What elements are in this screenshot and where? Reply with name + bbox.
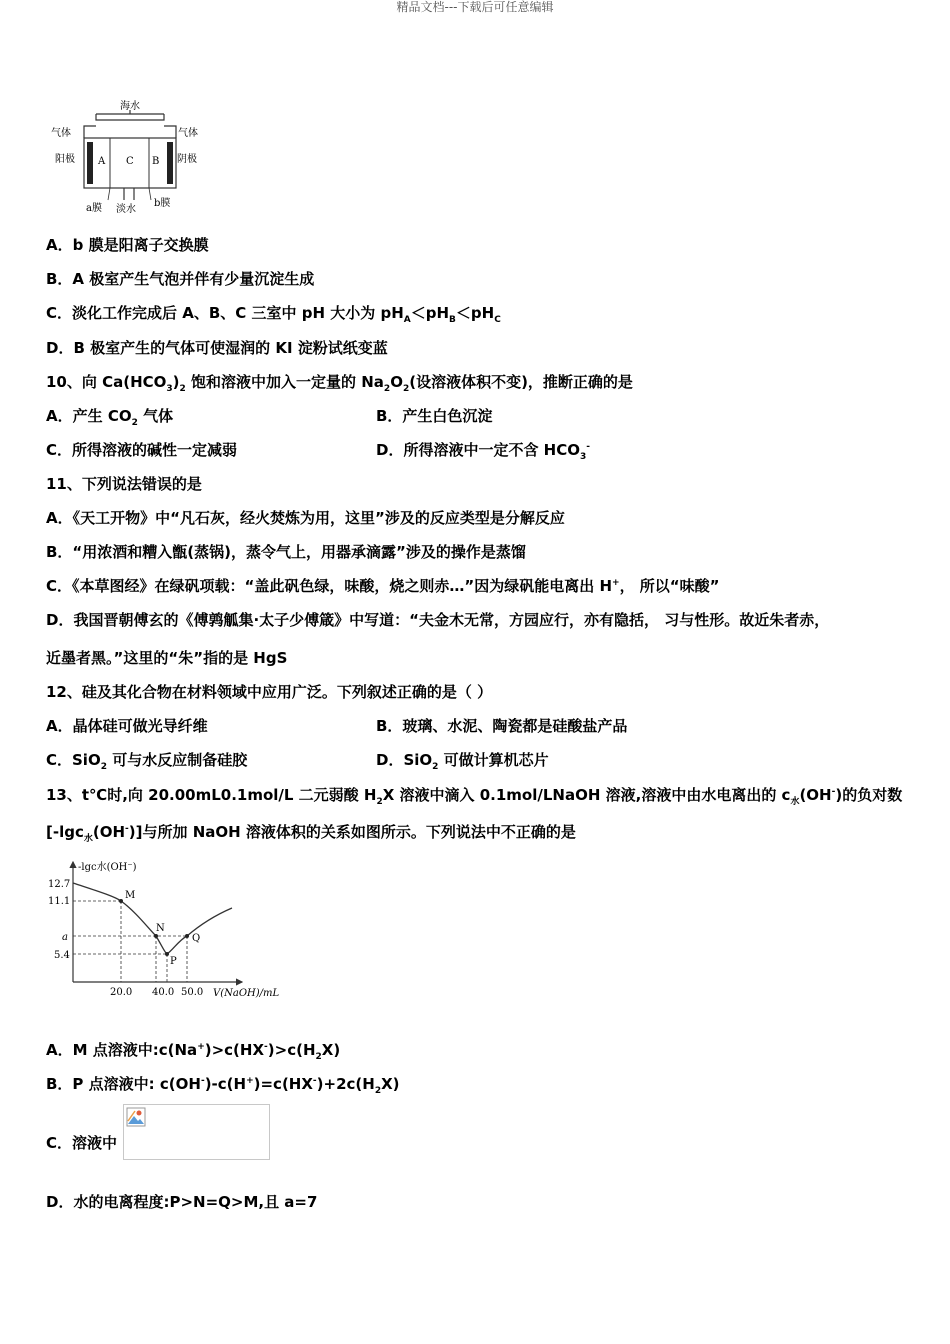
- fig2-ytick-5-4: 5.4: [54, 950, 70, 961]
- fig1-b-label: B: [152, 156, 160, 167]
- fig1-anode-label: 阳极: [55, 154, 75, 165]
- q11-option-c: C．《本草图经》在绿矾项载：“盖此矾色绿，味酸，烧之则赤…”因为绿矾能电离出 H+， 所以“味酸”: [46, 577, 720, 595]
- q13-option-d: D．水的电离程度:P>N=Q>M,且 a=7: [46, 1193, 318, 1211]
- q12-option-a: A．晶体硅可做光导纤维: [46, 717, 208, 735]
- titration-curve-diagram: [46, 858, 291, 1003]
- fig1-seawater-label: 海水: [120, 101, 140, 112]
- fig2-ylabel: -lgc水(OH⁻): [78, 862, 137, 873]
- fig1-c-label: C: [126, 156, 134, 167]
- q11-stem: 11、下列说法错误的是: [46, 475, 202, 493]
- q13-option-c: C．溶液中: [46, 1134, 118, 1152]
- fig2-ytick-11-1: 11.1: [48, 896, 71, 907]
- fig2-xtick-20: 20.0: [110, 987, 133, 998]
- electrodialysis-diagram: [46, 98, 211, 218]
- fig1-a-label: A: [98, 156, 106, 167]
- fig2-label-n: N: [156, 923, 165, 934]
- fig2-point-n: [154, 934, 158, 938]
- fig2-point-m: [119, 899, 123, 903]
- q10-option-d: D．所得溶液中一定不含 $HCO_3^-$: [376, 441, 591, 462]
- page-header: 精品文档---下载后可任意编辑: [396, 0, 554, 14]
- q12-option-d: D．SiO$_2$ 可做计算机芯片: [376, 751, 549, 772]
- q12-stem: 12、硅及其化合物在材料领域中应用广泛。下列叙述正确的是（ ）: [46, 683, 493, 701]
- q10-stem: 10、向 $Ca(HCO_3)_2$ 饱和溶液中加入一定量的 $Na_2O_2$(设溶液体积不变)，推断正确的是: [46, 373, 633, 394]
- fig2-point-q: [185, 934, 189, 938]
- q9-option-a: A．b 膜是阳离子交换膜: [46, 236, 209, 254]
- q12-option-b: B．玻璃、水泥、陶瓷都是硅酸盐产品: [376, 717, 628, 735]
- q13-stem-line1: 13、t℃时,向 20.00mL0.1mol/L 二元弱酸 $H_2X$ 溶液中滴入 0.1mol/LNaOH 溶液,溶液中由水电离出的 $c_水(OH^-)$的负对数: [46, 786, 903, 807]
- fig2-point-p: [165, 952, 169, 956]
- fig2-curve: [73, 883, 232, 954]
- fig1-fresh-water-label: 淡水: [116, 204, 136, 215]
- q10-option-a: A．产生 $CO_2$ 气体: [46, 407, 174, 428]
- q13-option-b: B．P 点溶液中: $c(OH^-)-c(H^+)=c(HX^-)+2c(H_2X)$: [46, 1075, 400, 1096]
- fig2-xtick-40: 40.0: [152, 987, 175, 998]
- q9-option-b: B．A 极室产生气泡并伴有少量沉淀生成: [46, 270, 315, 288]
- fig2-label-m: M: [125, 890, 136, 901]
- q11-option-a: A．《天工开物》中“凡石灰，经火焚炼为用，这里”涉及的反应类型是分解反应: [46, 509, 565, 527]
- fig2-xlabel: V(NaOH)/mL: [213, 988, 280, 999]
- fig1-gas-right-label: 气体: [178, 128, 198, 139]
- fig2-ytick-12-7: 12.7: [48, 879, 71, 890]
- fig2-xtick-50: 50.0: [181, 987, 204, 998]
- fig1-b-membrane-label: b膜: [154, 198, 171, 209]
- q10-option-b: B．产生白色沉淀: [376, 407, 493, 425]
- q13-stem-line2: [-lgc$_水$(OH-)]与所加 NaOH 溶液体积的关系如图所示。下列说法中不正确的是: [46, 823, 576, 844]
- q13-option-a: A．M 点溶液中$:c(Na^+)>c(HX^-)>c(H_2X)$: [46, 1041, 341, 1062]
- fig2-label-p: P: [170, 956, 177, 967]
- q11-option-b: B．“用浓酒和糟入甑(蒸锅)，蒸令气上，用器承滴露”涉及的操作是蒸馏: [46, 543, 526, 561]
- fig1-cathode-label: 阴极: [177, 154, 197, 165]
- q12-option-c: C．SiO$_2$ 可与水反应制备硅胶: [46, 751, 248, 772]
- q11-option-d-line1: D．我国晋朝傅玄的《傅鹑觚集·太子少傅箴》中写道：“夫金木无常，方园应行，亦有隐括， 习与性形。故近朱者赤，: [46, 611, 830, 629]
- broken-image-placeholder: [123, 1104, 270, 1160]
- q9-option-d: D．B 极室产生的气体可使湿润的 KI 淀粉试纸变蓝: [46, 339, 388, 357]
- fig2-ytick-a: a: [62, 932, 68, 943]
- fig1-gas-left-label: 气体: [51, 128, 71, 139]
- fig1-a-membrane-label: a膜: [86, 203, 102, 214]
- q10-option-c: C．所得溶液的碱性一定减弱: [46, 441, 238, 459]
- q11-option-d-line2: 近墨者黑。”这里的“朱”指的是 HgS: [46, 649, 288, 667]
- broken-image-icon: [126, 1107, 146, 1127]
- fig2-label-q: Q: [192, 933, 201, 944]
- q9-option-c: C．淡化工作完成后 A、B、C 三室中 pH 大小为 $pH_A<pH_B<pH_C$: [46, 304, 501, 325]
